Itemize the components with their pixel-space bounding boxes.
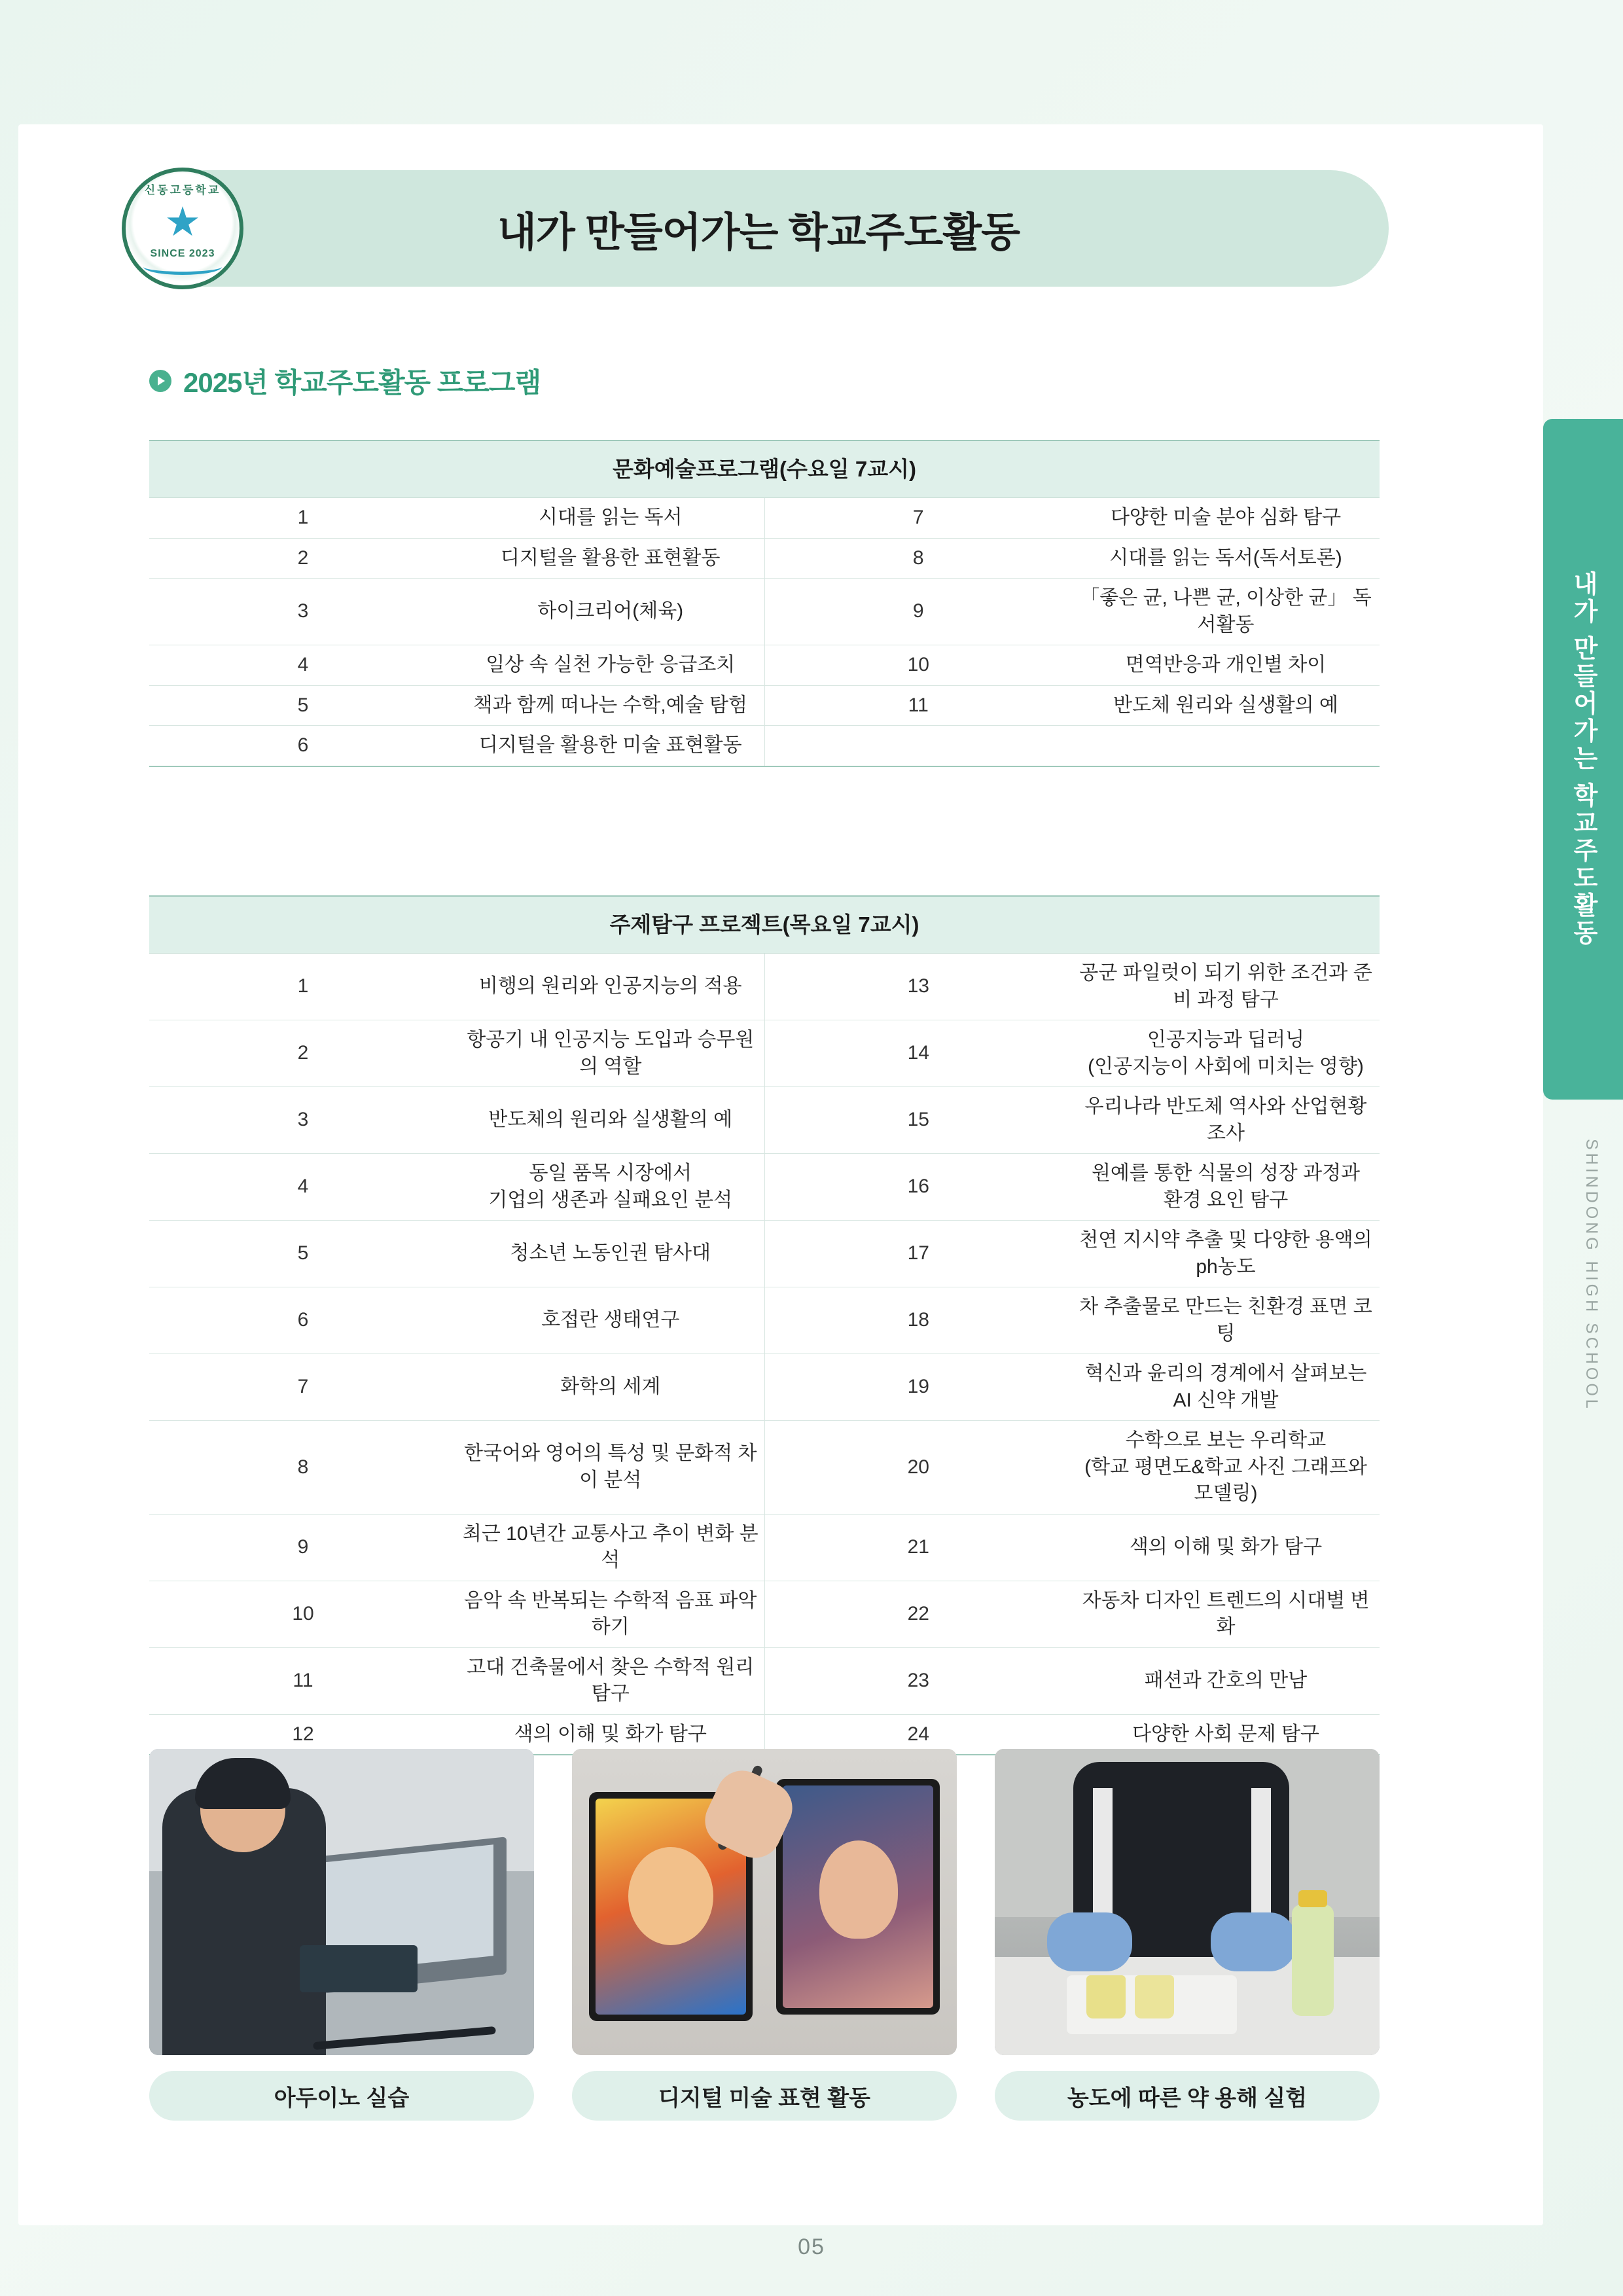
table-row (149, 579, 1380, 645)
row-number: 8 (149, 1421, 457, 1515)
photo-chemistry (995, 1749, 1380, 2055)
photo-card (572, 1749, 957, 2121)
star-icon: ★ (164, 200, 201, 245)
logo-arc-decoration (143, 259, 222, 275)
row-item: 색의 이해 및 화가 탐구 (457, 1714, 764, 1755)
row-item: 다양한 사회 문제 탐구 (1072, 1714, 1380, 1755)
row-number: 23 (764, 1647, 1072, 1714)
row-item: 혁신과 윤리의 경계에서 살펴보는 AI 신약 개발 (1072, 1354, 1380, 1421)
row-number: 5 (149, 1221, 457, 1287)
row-number: 4 (149, 1154, 457, 1221)
table-row (149, 1154, 1380, 1221)
table-row (149, 1020, 1380, 1087)
logo-since-text: SINCE 2023 (150, 248, 215, 259)
row-number: 2 (149, 1020, 457, 1087)
row-number: 7 (764, 498, 1072, 539)
row-item: 자동차 디자인 트렌드의 시대별 변화 (1072, 1581, 1380, 1647)
row-number: 3 (149, 1087, 457, 1154)
side-tab-label: 내가 만들어가는 학교주도활동 (1569, 571, 1597, 948)
row-item: 원예를 통한 식물의 성장 과정과 환경 요인 탐구 (1072, 1154, 1380, 1221)
table-row (149, 538, 1380, 579)
photo-digital-art (572, 1749, 957, 2055)
row-item: 공군 파일럿이 되기 위한 조건과 준비 과정 탐구 (1072, 954, 1380, 1020)
row-item: 반도체의 원리와 실생활의 예 (457, 1087, 764, 1154)
row-item: 시대를 읽는 독서(독서토론) (1072, 538, 1380, 579)
logo-ring-text: 신동고등학교 (144, 184, 221, 196)
row-number: 6 (149, 726, 457, 766)
table-row (149, 1581, 1380, 1647)
photo-gallery (149, 1749, 1380, 2121)
side-english-label: SHINDONG HIGH SCHOOL (1582, 1139, 1601, 1412)
row-number: 12 (149, 1714, 457, 1755)
section-title: 2025년 학교주도활동 프로그램 (183, 367, 541, 398)
row-item: 「좋은 균, 나쁜 균, 이상한 균」 독서활동 (1072, 579, 1380, 645)
row-item: 최근 10년간 교통사고 추이 변화 분석 (457, 1514, 764, 1581)
row-item: 디지털을 활용한 미술 표현활동 (457, 726, 764, 766)
row-item: 색의 이해 및 화가 탐구 (1072, 1514, 1380, 1581)
row-item: 화학의 세계 (457, 1354, 764, 1421)
row-item: 고대 건축물에서 찾은 수학적 원리 탐구 (457, 1647, 764, 1714)
row-item: 반도체 원리와 실생활의 예 (1072, 685, 1380, 726)
photo-card (149, 1749, 534, 2121)
row-item: 차 추출물로 만드는 친환경 표면 코팅 (1072, 1287, 1380, 1354)
row-number: 4 (149, 645, 457, 686)
page-title: 내가 만들어가는 학교주도활동 (497, 209, 1020, 255)
row-item (1072, 726, 1380, 766)
table-row (149, 1287, 1380, 1354)
row-number: 17 (764, 1221, 1072, 1287)
row-number: 22 (764, 1581, 1072, 1647)
photo-caption: 디지털 미술 표현 활동 (572, 2071, 957, 2121)
school-logo (122, 168, 243, 289)
row-number: 10 (764, 645, 1072, 686)
row-number: 19 (764, 1354, 1072, 1421)
row-number: 24 (764, 1714, 1072, 1755)
table-row (149, 685, 1380, 726)
row-number: 1 (149, 498, 457, 539)
table-row (149, 1354, 1380, 1421)
table-row (149, 1421, 1380, 1515)
row-number: 15 (764, 1087, 1072, 1154)
table-caption: 주제탐구 프로젝트(목요일 7교시) (149, 896, 1380, 954)
row-item: 청소년 노동인권 탐사대 (457, 1221, 764, 1287)
row-item: 인공지능과 딥러닝 (인공지능이 사회에 미치는 영향) (1072, 1020, 1380, 1087)
table-row (149, 954, 1380, 1020)
row-number: 7 (149, 1354, 457, 1421)
row-number: 3 (149, 579, 457, 645)
row-number: 5 (149, 685, 457, 726)
row-number (764, 726, 1072, 766)
photo-caption: 아두이노 실습 (149, 2071, 534, 2121)
row-item: 음악 속 반복되는 수학적 음표 파악하기 (457, 1581, 764, 1647)
row-number: 10 (149, 1581, 457, 1647)
row-item: 호접란 생태연구 (457, 1287, 764, 1354)
table-row (149, 1221, 1380, 1287)
row-item: 책과 함께 떠나는 수학,예술 탐험 (457, 685, 764, 726)
project-table (149, 895, 1380, 1755)
row-number: 14 (764, 1020, 1072, 1087)
row-number: 11 (764, 685, 1072, 726)
row-number: 1 (149, 954, 457, 1020)
row-item: 한국어와 영어의 특성 및 문화적 차이 분석 (457, 1421, 764, 1515)
row-item: 시대를 읽는 독서 (457, 498, 764, 539)
table-row (149, 498, 1380, 539)
table-row (149, 1647, 1380, 1714)
row-number: 13 (764, 954, 1072, 1020)
page-number: 05 (798, 2234, 825, 2259)
row-item: 동일 품목 시장에서 기업의 생존과 실패요인 분석 (457, 1154, 764, 1221)
row-number: 20 (764, 1421, 1072, 1515)
row-number: 9 (764, 579, 1072, 645)
row-number: 9 (149, 1514, 457, 1581)
row-item: 일상 속 실천 가능한 응급조치 (457, 645, 764, 686)
row-item: 우리나라 반도체 역사와 산업현황 조사 (1072, 1087, 1380, 1154)
table-row (149, 645, 1380, 686)
row-item: 항공기 내 인공지능 도입과 승무원의 역할 (457, 1020, 764, 1087)
row-number: 16 (764, 1154, 1072, 1221)
table-row (149, 1514, 1380, 1581)
photo-arduino (149, 1749, 534, 2055)
row-item: 디지털을 활용한 표현활동 (457, 538, 764, 579)
row-number: 8 (764, 538, 1072, 579)
row-item: 비행의 원리와 인공지능의 적용 (457, 954, 764, 1020)
row-number: 11 (149, 1647, 457, 1714)
photo-caption: 농도에 따른 약 용해 실험 (995, 2071, 1380, 2121)
row-item: 다양한 미술 분야 심화 탐구 (1072, 498, 1380, 539)
photo-card (995, 1749, 1380, 2121)
row-number: 21 (764, 1514, 1072, 1581)
row-number: 18 (764, 1287, 1072, 1354)
row-item: 수학으로 보는 우리학교 (학교 평면도&학교 사진 그래프와 모델링) (1072, 1421, 1380, 1515)
table-row (149, 1087, 1380, 1154)
row-number: 6 (149, 1287, 457, 1354)
culture-program-table (149, 440, 1380, 767)
row-item: 천연 지시약 추출 및 다양한 용액의 ph농도 (1072, 1221, 1380, 1287)
row-item: 패션과 간호의 만남 (1072, 1647, 1380, 1714)
table-row (149, 726, 1380, 766)
table-caption: 문화예술프로그램(수요일 7교시) (149, 440, 1380, 498)
page-header (128, 170, 1389, 287)
row-number: 2 (149, 538, 457, 579)
row-item: 하이크리어(체육) (457, 579, 764, 645)
row-item: 면역반응과 개인별 차이 (1072, 645, 1380, 686)
side-tab (1543, 419, 1623, 1100)
play-bullet-icon (149, 370, 171, 392)
section-heading (149, 361, 541, 401)
